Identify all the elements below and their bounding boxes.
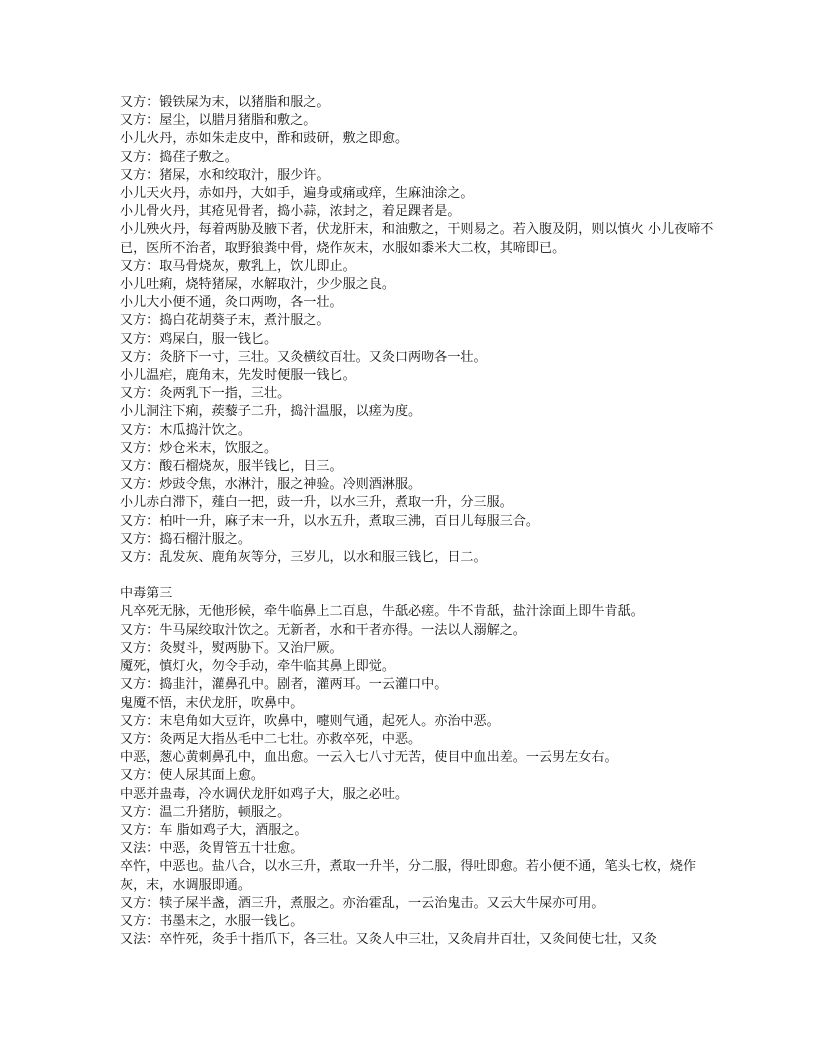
text-line: 小儿天火丹，赤如丹，大如手，遍身或痛或痒，生麻油涂之。 — [120, 186, 474, 202]
section-title: 中毒第三 — [120, 586, 173, 602]
text-line: 又方：炒豉令焦，水淋汁，服之神验。冷则酒淋服。 — [120, 477, 422, 493]
text-block-poisoning — [120, 603, 720, 949]
text-line: 又方：车 脂如鸡子大，酒服之。 — [120, 822, 308, 838]
text-line: 又方：犊子屎半盏，酒三升，煮服之。亦治霍乱，一云治鬼击。又云大牛屎亦可用。 — [120, 895, 605, 911]
text-line: 又方：锻铁屎为末，以猪脂和服之。 — [120, 95, 330, 110]
text-line: 又法：中恶，灸胃管五十壮愈。 — [120, 841, 304, 857]
text-line: 又方：捣荏子敷之。 — [120, 149, 238, 165]
text-line: 又方：书墨末之，水服一钱匕。 — [120, 913, 304, 929]
text-block-pediatric — [120, 94, 720, 567]
document-page — [120, 94, 720, 949]
text-line: 小儿洞注下痢，蒺藜子二升，捣汁温服，以瘥为度。 — [120, 404, 422, 420]
text-line: 小儿温疟，鹿角末，先发时便服一钱匕。 — [120, 368, 356, 384]
text-line: 又方：灸脐下一寸，三壮。又灸横纹百壮。又灸口两吻各一壮。 — [120, 349, 487, 365]
text-line: 中恶，葱心黄刺鼻孔中，血出愈。一云入七八寸无苦，使目中血出差。一云男左女右。 — [120, 750, 618, 766]
text-line: 鬼魇不悟，末伏龙肝，吹鼻中。 — [120, 695, 304, 711]
text-line: 小儿赤白滞下，薤白一把，豉一升，以水三升，煮取一升，分三服。 — [120, 495, 513, 511]
text-line: 小儿火丹，赤如朱走皮中，酢和豉研，敷之即愈。 — [120, 131, 409, 147]
text-line: 又方：捣韭汁，灌鼻孔中。剧者，灌两耳。一云灌口中。 — [120, 677, 448, 693]
text-line: 又方：灸两乳下一指，三壮。 — [120, 386, 291, 402]
text-line: 又方：木瓜捣汁饮之。 — [120, 422, 251, 438]
text-line: 又方：取马骨烧灰，敷乳上，饮儿即止。 — [120, 258, 356, 274]
text-line: 凡卒死无脉，无他形候，牵牛临鼻上二百息，牛舐必瘥。牛不肯舐，盐汁涂面上即牛肯舐。 — [120, 604, 644, 620]
text-line: 小儿大小便不通，灸口两吻，各一壮。 — [120, 295, 343, 311]
text-line: 又方：牛马屎绞取汁饮之。无新者，水和干者亦得。一法以人溺解之。 — [120, 622, 526, 638]
text-line: 又方：使人尿其面上愈。 — [120, 768, 265, 784]
text-line: 又方：温二升猪肪，顿服之。 — [120, 804, 291, 820]
text-line: 魇死，慎灯火，勿令手动，牵牛临其鼻上即觉。 — [120, 659, 395, 675]
text-line: 卒忤，中恶也。盐八合，以水三升，煮取一升半，分二服，得吐即愈。若小便不通，笔头七枚，烧作灰，末，水调服即通。 — [120, 859, 697, 893]
text-line: 又方：灸两足大指丛毛中二七壮。亦救卒死，中恶。 — [120, 731, 422, 747]
text-line: 又方：酸石榴烧灰，服半钱匕，日三。 — [120, 459, 343, 475]
text-line: 又方：灸熨斗，熨两胁下。又治尸厥。 — [120, 640, 343, 656]
text-line: 又方：捣石榴汁服之。 — [120, 531, 251, 547]
text-line: 又方：鸡屎白，服一钱匕。 — [120, 331, 278, 347]
text-line: 又法：卒忤死，灸手十指爪下，各三壮。又灸人中三壮，又灸肩井百壮，又灸间使七壮，又灸 — [120, 932, 657, 948]
text-line: 中恶并蛊毒，冷水调伏龙肝如鸡子大，服之必吐。 — [120, 786, 409, 802]
text-line: 又方：柏叶一升，麻子末一升，以水五升，煮取三沸，百日儿每服三合。 — [120, 513, 539, 529]
text-line: 又方：捣白花胡葵子末，煮汁服之。 — [120, 313, 330, 329]
text-line: 又方：末皂角如大豆许，吹鼻中，嚏则气通，起死人。亦治中恶。 — [120, 713, 500, 729]
text-line: 又方：乱发灰、鹿角灰等分，三岁儿，以水和服三钱匕，日二。 — [120, 550, 487, 566]
text-line: 小儿骨火丹，其疮见骨者，捣小蒜，浓封之，着足踝者是。 — [120, 204, 461, 220]
text-line: 小儿吐痢，烧特猪屎，水解取汁，少少服之良。 — [120, 277, 395, 293]
text-line: 又方：屋尘，以腊月猪脂和敷之。 — [120, 113, 317, 129]
text-line: 又方：猪屎，水和绞取汁，服少许。 — [120, 167, 330, 183]
text-line: 小儿殃火丹，每着两胁及腋下者，伏龙肝末，和油敷之，干则易之。若入腹及阴，则以慎火 小儿夜啼不已，医所不治者，取野狼粪中骨，烧作灰末，水服如黍米大二枚，其啼即已。 — [120, 222, 714, 256]
text-line: 又方：炒仓米末，饮服之。 — [120, 440, 278, 456]
